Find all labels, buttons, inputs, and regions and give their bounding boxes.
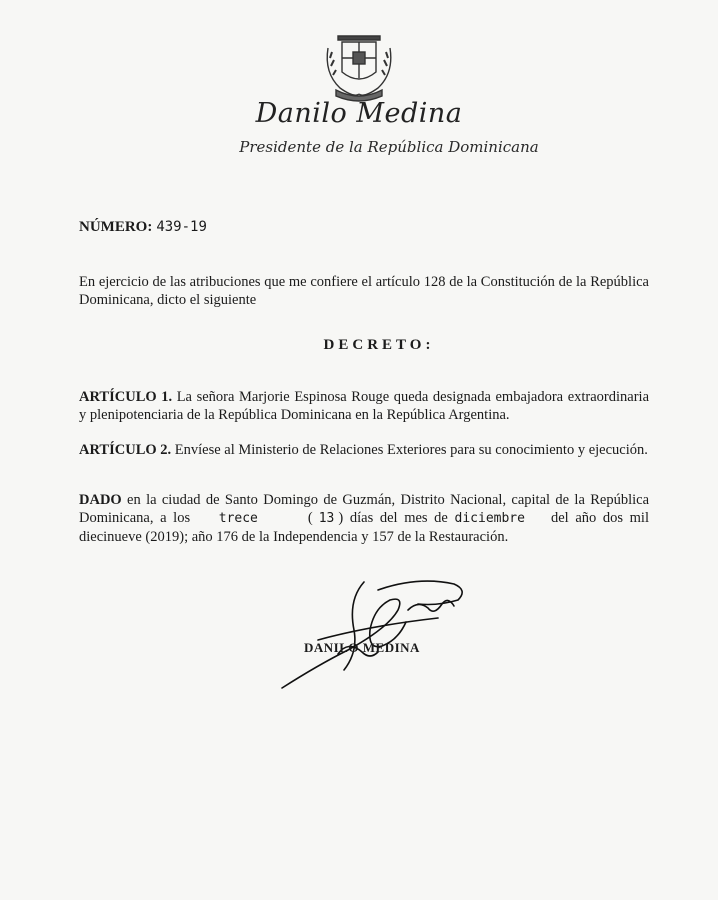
decree-number-label: NÚMERO: — [79, 219, 153, 235]
president-name-heading: Danilo Medina — [255, 98, 463, 129]
day-number: 13 — [318, 511, 335, 526]
day-text: trece — [218, 511, 258, 526]
article-1-text: La señora Marjorie Espinosa Rouge queda designada embajadora extraordinaria y plenipotenciaria de la República Dominicana en la República Argentina. — [79, 389, 650, 423]
article-2-text: Envíese al Ministerio de Relaciones Exteriores para su conocimiento y ejecución. — [174, 442, 648, 458]
intro-paragraph: En ejercicio de las atribuciones que me confiere el artículo 128 de la Constitución de la República Dominicana, dicto el siguiente — [79, 274, 649, 308]
coat-of-arms-seal — [318, 28, 400, 106]
handwritten-signature — [278, 570, 478, 700]
dado-paragraph: DADO en la ciudad de Santo Domingo de Guzmán, Distrito Nacional, capital de la República Dominicana, a los trece ( 13 ) días del mes de diciembre del año dos mil diecinueve (2019); año 176 de la Independencia y 157 de la Restauración. — [79, 492, 650, 545]
president-title-heading: Presidente de la República Dominicana — [239, 138, 539, 156]
dado-text-1: en la ciudad de Santo Domingo de Guzmán, Distrito Nacional, capital de la República Dominicana, a los — [79, 492, 650, 526]
dado-text-3: del año dos mil diecinueve (2019); año 176 de la Independencia y 157 de la Restauración. — [79, 510, 649, 545]
article-2-label: ARTÍCULO 2. — [79, 442, 172, 458]
decree-number-value: 439-19 — [156, 219, 207, 235]
signatory-name: DANILO MEDINA — [304, 640, 420, 655]
dado-text-2: días del mes de — [349, 510, 448, 526]
article-1-label: ARTÍCULO 1. — [79, 389, 173, 405]
article-2 — [79, 441, 649, 459]
decree-number — [79, 219, 207, 236]
dado-label: DADO — [79, 492, 122, 508]
decree-heading: DECRETO: — [323, 337, 435, 353]
article-1 — [79, 388, 649, 424]
month-text: diciembre — [454, 511, 525, 526]
